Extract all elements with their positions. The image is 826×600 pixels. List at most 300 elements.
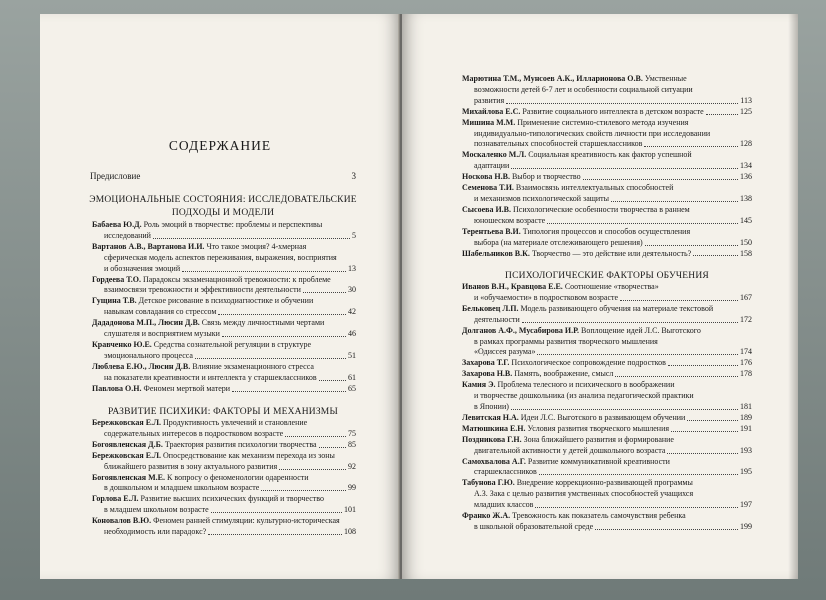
toc-entry-text — [104, 462, 277, 473]
toc-entry-page: 174 — [740, 347, 752, 357]
toc-entry-leader — [195, 351, 346, 359]
toc-entry-title: адаптации — [474, 161, 510, 171]
toc-entry — [462, 457, 752, 479]
toc-entry-title: и механизмов психологической защиты — [474, 193, 610, 203]
toc-entry-title: Психологические особенности творчества в раннем — [513, 204, 690, 214]
toc-entry-line — [462, 249, 752, 260]
toc-entry-title: сферическая модель аспектов переживания, выражения, восприятия — [104, 252, 337, 262]
toc-entry-title: Траектория развития психологии творчества — [164, 439, 317, 449]
toc-entry — [92, 516, 356, 538]
toc-entry-leader — [522, 315, 738, 323]
toc-entry — [92, 494, 356, 516]
toc-entry-text — [92, 494, 324, 503]
toc-entry-line — [462, 511, 752, 522]
toc-entry-line — [462, 107, 752, 118]
toc-entry — [462, 380, 752, 413]
toc-entry-text — [462, 74, 687, 83]
toc-entry-title: Связь между личностными чертами — [201, 318, 325, 328]
toc-entry-author: Камия Э. — [462, 380, 496, 390]
toc-entry-leader — [687, 413, 738, 421]
toc-entry-author: Михайлова Е.С. — [462, 106, 521, 116]
toc-entry-page: 167 — [740, 292, 752, 302]
toc-entry-line — [92, 451, 356, 462]
toc-entry-author: Бережковская Е.Л. — [92, 450, 162, 460]
toc-entry-text — [474, 129, 710, 138]
toc-entry-page: 113 — [740, 95, 752, 105]
toc-entry-text — [92, 275, 331, 284]
toc-entry — [462, 183, 752, 205]
toc-entry-text — [104, 527, 206, 538]
toc-entry-title: содержательных интересов в подростковом возрасте — [104, 428, 284, 438]
toc-entry-title: Модель развивающего обучения на материале текстовой — [520, 303, 714, 313]
section-heading-learning: ПСИХОЛОГИЧЕСКИЕ ФАКТОРЫ ОБУЧЕНИЯ — [505, 271, 709, 281]
toc-entry-line — [462, 304, 752, 315]
toc-entry-line — [92, 473, 356, 484]
toc-entry-title: Творчество — это действие или деятельность? — [531, 248, 692, 258]
toc-entry-text — [92, 473, 309, 482]
toc-entry-text — [92, 418, 307, 427]
toc-entry-page: 195 — [740, 467, 752, 477]
toc-entry-text — [92, 318, 324, 327]
preface-entry — [90, 171, 356, 181]
toc-entry-text — [104, 307, 216, 318]
toc-entry-title: Роль эмоций в творчестве: проблемы и перспективы — [143, 220, 323, 229]
toc-entry-line — [92, 329, 356, 340]
toc-entry-title: исследований — [104, 230, 151, 240]
toc-entry-line — [462, 293, 752, 304]
toc-entry-line — [92, 494, 356, 505]
toc-entry-title: Детское рисование в психодиагностике и обучении — [138, 296, 314, 306]
toc-entry-page: 5 — [352, 230, 356, 240]
toc-entry-page: 189 — [740, 412, 752, 422]
toc-entry-line — [462, 500, 752, 511]
toc-entry — [462, 478, 752, 511]
toc-entry — [462, 205, 752, 227]
toc-entry-page: 13 — [348, 263, 356, 273]
toc-entry-text — [474, 522, 593, 533]
toc-list-emotional — [92, 220, 356, 395]
toc-entry-title: Что такое эмоция? 4-хмерная — [206, 241, 307, 251]
toc-entry-leader — [303, 285, 346, 293]
toc-list-continued — [462, 74, 752, 259]
toc-entry-text — [474, 500, 533, 511]
toc-entry-title: старшеклассников — [474, 467, 537, 477]
toc-entry-text — [462, 413, 685, 424]
toc-entry-text — [104, 285, 301, 296]
toc-entry-line — [462, 337, 752, 348]
toc-entry-line — [462, 358, 752, 369]
toc-entry-title: Умственные — [644, 74, 687, 83]
toc-entry-page: 136 — [740, 172, 752, 182]
preface-label: Предисловие — [90, 171, 141, 181]
toc-entry-leader — [537, 347, 738, 355]
toc-entry-text — [474, 85, 693, 94]
toc-entry-leader — [645, 238, 738, 246]
toc-entry-line — [462, 467, 752, 478]
toc-entry-line — [462, 369, 752, 380]
toc-entry-line — [462, 161, 752, 172]
toc-entry-line — [92, 242, 356, 253]
toc-entry-page: 61 — [348, 372, 356, 382]
toc-entry-text — [474, 293, 618, 304]
toc-entry-page: 30 — [348, 285, 356, 295]
toc-entry-leader — [279, 462, 346, 470]
toc-entry-text — [104, 483, 259, 494]
toc-entry-title: младших классов — [474, 500, 534, 510]
toc-entry-leader — [539, 467, 738, 475]
toc-entry-author: Люблева Е.Ю., Люсин Д.В. — [92, 361, 191, 371]
toc-entry — [92, 473, 356, 495]
toc-entry — [92, 340, 356, 362]
toc-entry-title: Тревожность как показатель самочувствия ребенка — [512, 511, 686, 521]
toc-entry-text — [462, 118, 688, 127]
toc-entry-line — [462, 380, 752, 391]
toc-entry-author: Мишина М.М. — [462, 117, 516, 127]
toc-entry-leader — [693, 249, 738, 257]
toc-entry — [92, 242, 356, 275]
toc-entry-line — [462, 183, 752, 194]
toc-entry-title: юношеском возрасте — [474, 215, 546, 225]
toc-entry-page: 46 — [348, 329, 356, 339]
toc-entry-title: навыкам совладания со стрессом — [104, 307, 217, 317]
toc-entry-text — [474, 467, 537, 478]
toc-entry-title: на показатели креативности и интеллекта у старшеклассников — [104, 372, 317, 382]
section-heading-emotional: ЭМОЦИОНАЛЬНЫЕ СОСТОЯНИЯ: ИССЛЕДОВАТЕЛЬСКИЕ ПОДХОДЫ И МОДЕЛИ — [89, 195, 357, 218]
toc-entry-line — [92, 462, 356, 473]
toc-entry-author: Марютина Т.М., Мунсоев А.К., Илларионова О.В. — [462, 74, 643, 83]
toc-entry-line — [92, 285, 356, 296]
toc-entry-line — [92, 505, 356, 516]
left-page — [40, 14, 400, 579]
toc-entry-title: ближайшего развития в зону актуального развития — [104, 461, 278, 471]
toc-list-learning — [462, 282, 752, 533]
toc-entry-title: Опосредствование как механизм перехода из зоны — [163, 450, 335, 460]
toc-entry — [92, 220, 356, 242]
toc-entry-text — [92, 340, 311, 349]
toc-entry-text — [462, 369, 613, 380]
toc-entry-text — [474, 489, 693, 498]
toc-entry-page: 51 — [348, 350, 356, 360]
toc-entry-leader — [611, 194, 738, 202]
toc-entry-text — [462, 435, 674, 444]
toc-entry — [462, 358, 752, 369]
toc-entry-author: Бельковец Л.П. — [462, 303, 519, 313]
toc-entry-title: в дошкольном и младшем школьном возрасте — [104, 483, 260, 493]
toc-entry-title: возможности детей 6-7 лет и особенности социальной ситуации — [474, 84, 693, 94]
toc-entry-author: Самохвалова А.Г. — [462, 456, 526, 466]
toc-entry-line — [462, 96, 752, 107]
toc-entry-title: Развитие социального интеллекта в детском возрасте — [522, 106, 704, 116]
toc-entry — [92, 275, 356, 297]
toc-entry-author: Шабельников В.К. — [462, 248, 530, 258]
toc-entry-page: 101 — [344, 505, 356, 515]
toc-entry-line — [462, 446, 752, 457]
toc-entry-line — [462, 118, 752, 129]
toc-entry — [92, 318, 356, 340]
toc-entry-text — [104, 253, 337, 262]
toc-entry-leader — [261, 483, 346, 491]
toc-entry-title: Соотношение «творчества» — [564, 282, 659, 291]
toc-entry-page: 199 — [740, 521, 752, 531]
toc-entry-line — [462, 413, 752, 424]
toc-entry — [462, 435, 752, 457]
toc-entry-author: Павлова О.Н. — [92, 383, 142, 393]
toc-entry-title: Типология процессов и способов осуществления — [522, 226, 691, 236]
toc-entry-page: 158 — [740, 248, 752, 258]
toc-entry-line — [92, 516, 356, 527]
toc-entry-leader — [706, 107, 738, 115]
toc-entry-line — [462, 326, 752, 337]
toc-entry-page: 108 — [344, 527, 356, 537]
toc-entry — [92, 440, 356, 451]
toc-entry-page: 75 — [348, 428, 356, 438]
toc-entry-text — [474, 315, 520, 326]
toc-entry-leader — [232, 384, 346, 392]
toc-entry — [462, 227, 752, 249]
toc-entry-text — [462, 424, 669, 435]
toc-entry-text — [462, 249, 691, 260]
toc-entry-title: Условия развития творческого мышления — [527, 423, 670, 433]
toc-entry-line — [462, 205, 752, 216]
toc-entry-line — [92, 362, 356, 373]
toc-entry-leader — [547, 216, 738, 224]
right-page — [402, 14, 798, 579]
toc-entry-author: Табунова Г.Ю. — [462, 478, 515, 488]
toc-entry-text — [474, 194, 609, 205]
toc-entry-line — [462, 227, 752, 238]
toc-entry-page: 125 — [740, 106, 752, 116]
toc-entry-line — [462, 457, 752, 468]
toc-entry-text — [462, 457, 670, 466]
toc-entry-page: 191 — [740, 423, 752, 433]
toc-entry-title: и обозначения эмоций — [104, 263, 181, 273]
toc-entry — [462, 424, 752, 435]
toc-entry-text — [462, 172, 581, 183]
toc-entry-page: 181 — [740, 401, 752, 411]
toc-entry-author: Гущина Т.В. — [92, 296, 137, 306]
toc-entry-author: Вартанов А.В., Вартанова И.И. — [92, 241, 205, 251]
toc-entry-title: Средства сознательной регуляции в структуре — [153, 339, 312, 349]
toc-entry-title: Выбор и творчество — [511, 172, 581, 182]
toc-entry-title: выбора (на материале отслеживающего решения) — [474, 237, 643, 247]
toc-entry-text — [104, 351, 193, 362]
toc-entry — [92, 362, 356, 384]
toc-entry-line — [462, 435, 752, 446]
toc-entry — [462, 413, 752, 424]
toc-entry-text — [92, 220, 322, 229]
toc-entry-text — [92, 384, 230, 395]
toc-entry — [92, 384, 356, 395]
toc-entry-page: 134 — [740, 161, 752, 171]
toc-entry-author: Терентьева В.И. — [462, 226, 521, 236]
toc-entry-line — [462, 489, 752, 500]
toc-entry-line — [92, 527, 356, 538]
toc-entry-text — [104, 329, 220, 340]
toc-entry-title: Парадоксы экзаменационной тревожности: к проблеме — [142, 274, 331, 284]
toc-entry-title: К вопросу о феноменологии одаренности — [167, 472, 309, 482]
toc-entry-line — [92, 373, 356, 384]
toc-entry-line — [92, 253, 356, 264]
toc-entry-title: деятельности — [474, 314, 520, 324]
toc-entry — [462, 107, 752, 118]
toc-entry-title: и «обучаемости» в подростковом возрасте — [474, 292, 619, 302]
toc-entry-line — [92, 296, 356, 307]
toc-entry-line — [462, 129, 752, 140]
toc-entry-leader — [319, 373, 346, 381]
toc-entry-leader — [615, 369, 738, 377]
preface-page: 3 — [351, 171, 356, 181]
toc-entry-title: и творчестве дошкольника (из анализа педагогической практики — [474, 391, 694, 401]
toc-entry-line — [92, 351, 356, 362]
toc-entry-text — [462, 511, 686, 520]
toc-entry-text — [92, 440, 317, 451]
toc-entry-title: в рамках программы развития творческого мышления — [474, 336, 658, 346]
toc-entry-text — [462, 380, 674, 389]
toc-entry-line — [462, 74, 752, 85]
toc-entry-title: Воплощение идей Л.С. Выготского — [581, 325, 701, 335]
toc-entry — [462, 249, 752, 260]
toc-entry-leader — [182, 264, 346, 272]
toc-entry-line — [462, 347, 752, 358]
toc-entry — [92, 418, 356, 440]
toc-entry-text — [92, 242, 306, 251]
toc-entry-text — [474, 391, 694, 400]
toc-entry-page: 150 — [740, 237, 752, 247]
toc-entry-text — [474, 402, 509, 413]
toc-entry-line — [92, 340, 356, 351]
toc-entry-author: Кравченко Ю.Е. — [92, 339, 152, 349]
toc-entry-author: Носкова Н.В. — [462, 172, 510, 182]
preface-leader — [144, 171, 347, 181]
toc-entry-title: Зона ближайшего развития и формирование — [523, 434, 674, 444]
toc-entry-page: 85 — [348, 439, 356, 449]
toc-entry-text — [462, 183, 673, 192]
toc-entry-title: в младшем школьном возрасте — [104, 505, 209, 515]
toc-entry-line — [462, 424, 752, 435]
toc-entry-author: Богоявленская М.Е. — [92, 472, 166, 482]
toc-entry-leader — [595, 522, 738, 530]
toc-entry-title: Внедрение коррекционно-развивающей программы — [516, 478, 693, 488]
toc-entry-line — [92, 318, 356, 329]
toc-entry-author: Коновалов В.Ю. — [92, 516, 152, 526]
toc-entry-title: эмоционального процесса — [104, 350, 193, 360]
toc-entry-page: 138 — [740, 193, 752, 203]
toc-entry — [462, 369, 752, 380]
toc-entry-leader — [208, 527, 342, 535]
toc-entry-text — [474, 216, 545, 227]
toc-entry-author: Бабаева Ю.Д. — [92, 220, 142, 229]
toc-title: СОДЕРЖАНИЕ — [168, 138, 272, 153]
toc-entry-text — [92, 516, 340, 525]
toc-entry-title: Проблема телесного и психического в воображении — [497, 380, 675, 390]
toc-entry-line — [92, 483, 356, 494]
toc-entry-leader — [644, 139, 738, 147]
toc-entry-author: Москаленко М.Л. — [462, 150, 527, 160]
toc-entry-leader — [667, 446, 738, 454]
toc-entry-author: Бережковская Е.Л. — [92, 418, 162, 427]
toc-entry-line — [92, 429, 356, 440]
toc-entry-line — [462, 391, 752, 402]
toc-entry-text — [104, 429, 283, 440]
toc-entry-leader — [583, 172, 738, 180]
toc-entry-leader — [222, 329, 346, 337]
toc-entry-page: 92 — [348, 461, 356, 471]
toc-entry-author: Дададонова М.П., Люсин Д.В. — [92, 318, 200, 328]
toc-entry-line — [462, 139, 752, 150]
toc-entry-author: Захарова Н.В. — [462, 369, 513, 379]
section-heading-development: РАЗВИТИЕ ПСИХИКИ: ФАКТОРЫ И МЕХАНИЗМЫ — [108, 407, 338, 417]
toc-entry-author: Иванов В.Н., Кравцова Е.Е. — [462, 282, 563, 291]
toc-entry-title: Идеи Л.С. Выготского в развивающем обучении — [520, 412, 686, 422]
toc-entry-author: Захарова Т.Г. — [462, 358, 510, 368]
toc-entry-title: в Японии) — [474, 401, 509, 411]
toc-entry-line — [462, 150, 752, 161]
toc-entry-title: Развитие коммуникативной креативности — [527, 456, 670, 466]
toc-entry-line — [92, 231, 356, 242]
toc-entry-leader — [671, 424, 738, 432]
toc-entry-title: Социальная креативность как фактор успешной — [528, 150, 692, 160]
toc-entry-page: 99 — [348, 483, 356, 493]
toc-entry-leader — [153, 231, 350, 239]
toc-entry-title: взаимосвязи тревожности и эффективности деятельности — [104, 285, 301, 295]
toc-entry-page: 176 — [740, 358, 752, 368]
toc-entry-author: Сысоева И.В. — [462, 204, 512, 214]
toc-entry-author: Богоявленская Д.Б. — [92, 439, 163, 449]
toc-entry-text — [92, 362, 314, 371]
toc-entry-title: двигательной активности у детей дошкольного возраста — [474, 445, 666, 455]
toc-entry-line — [462, 85, 752, 96]
toc-entry-text — [462, 304, 713, 313]
toc-entry-author: Франко Ж.А. — [462, 511, 511, 521]
toc-entry — [462, 74, 752, 107]
toc-entry-line — [462, 238, 752, 249]
toc-entry-text — [474, 347, 535, 358]
toc-entry — [462, 304, 752, 326]
toc-entry-author: Поздникова Г.Н. — [462, 434, 522, 444]
toc-entry-text — [104, 231, 151, 242]
toc-entry-title: познавательных способностей старшеклассников — [474, 139, 643, 149]
toc-entry-author: Горлова Е.Л. — [92, 494, 139, 504]
toc-entry-line — [92, 264, 356, 275]
toc-entry-author: Матюшкина Е.Н. — [462, 423, 526, 433]
toc-entry-text — [92, 296, 313, 305]
toc-entry-line — [92, 384, 356, 395]
toc-entry-author: Семенова Т.И. — [462, 183, 514, 193]
toc-entry-leader — [218, 307, 346, 315]
toc-entry-text — [462, 478, 693, 487]
toc-entry-leader — [511, 402, 738, 410]
toc-entry-line — [92, 220, 356, 231]
toc-entry-leader — [535, 500, 738, 508]
toc-entry-page: 178 — [740, 369, 752, 379]
toc-entry-leader — [285, 429, 346, 437]
toc-entry-page: 172 — [740, 314, 752, 324]
toc-entry-text — [104, 505, 209, 516]
toc-entry-title: Память, воображение, смысл — [514, 369, 614, 379]
toc-entry-text — [462, 358, 666, 369]
toc-entry-title: необходимость или парадокс? — [104, 527, 207, 537]
toc-entry-line — [92, 275, 356, 286]
toc-entry-text — [474, 337, 658, 346]
toc-entry-author: Долганов А.Ф., Мусабирова И.Р. — [462, 325, 580, 335]
toc-entry-text — [474, 161, 509, 172]
toc-entry-page: 193 — [740, 445, 752, 455]
toc-entry-title: Взаимосвязь интеллектуальных способностей — [515, 183, 674, 193]
toc-entry-text — [462, 227, 690, 236]
toc-entry — [462, 511, 752, 533]
toc-entry-title: слушателя и восприятием музыки — [104, 329, 220, 339]
toc-entry-title: Развитие высших психических функций и творчество — [140, 494, 324, 504]
